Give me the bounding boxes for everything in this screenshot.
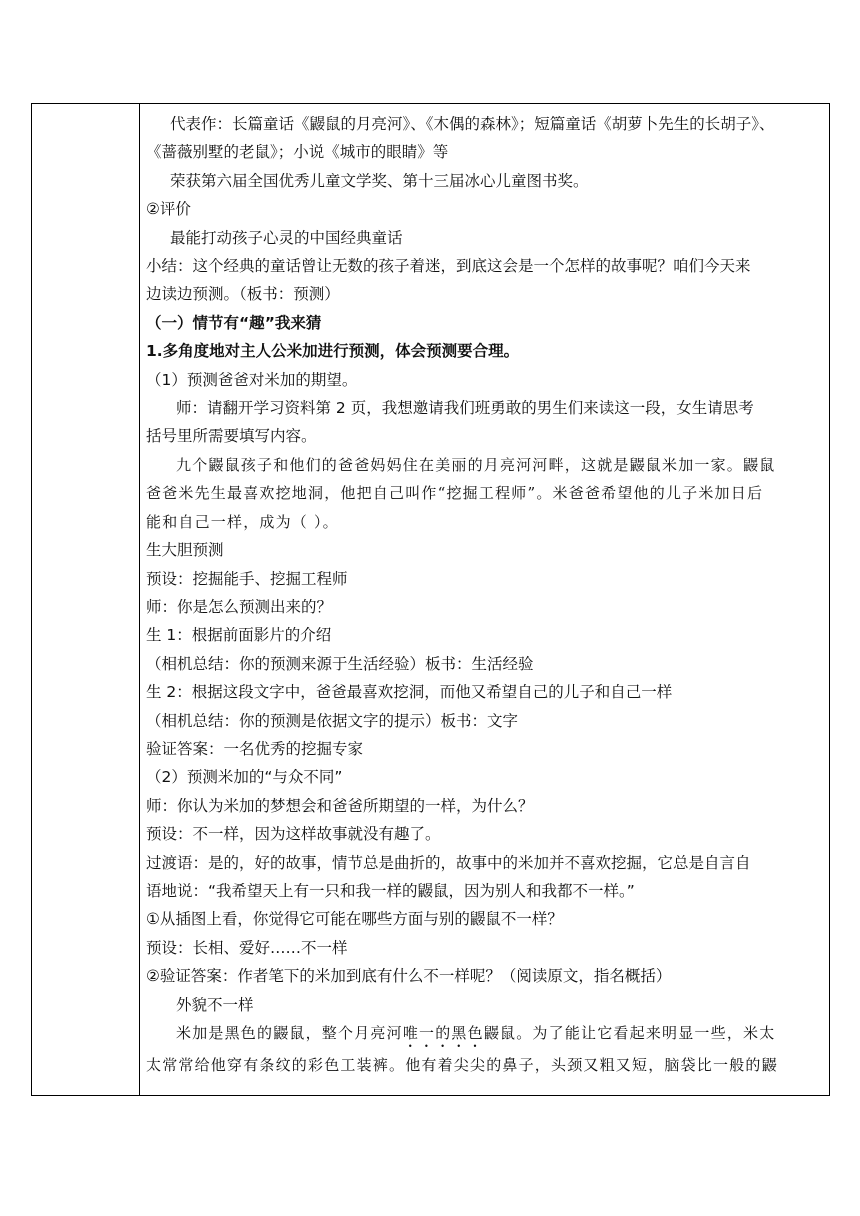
quoted-passage-line — [146, 1019, 826, 1051]
text-line: 师：你认为米加的梦想会和爸爸所期望的一样，为什么？ — [146, 796, 534, 815]
text-line: ①从插图上看，你觉得它可能在哪些方面与别的鼹鼠不一样？ — [146, 910, 563, 929]
quoted-passage-line: 爸爸米先生最喜欢挖地洞，他把自己叫作“挖掘工程师”。米爸爸希望他的儿子米加日后 — [146, 484, 764, 503]
text-line: ②验证答案：作者笔下的米加到底有什么不一样呢？（阅读原文，指名概括） — [146, 967, 672, 986]
column-divider — [139, 104, 140, 1095]
quoted-passage-line: 九个鼹鼠孩子和他们的爸爸妈妈住在美丽的月亮河河畔，这就是鼹鼠米加一家。鼹鼠 — [176, 455, 776, 474]
text-line: 生 1：根据前面影片的介绍 — [146, 626, 332, 645]
text-line: （2）预测米加的“与众不同” — [146, 768, 343, 787]
text-line: 预设：挖掘能手、挖掘工程师 — [146, 569, 348, 588]
text-line: 小结：这个经典的童话曾让无数的孩子着迷，到底这会是一个怎样的故事呢？咱们今天来 — [146, 257, 751, 276]
section-heading: 1.多角度地对主人公米加进行预测，体会预测要合理。 — [146, 342, 520, 361]
text-line: 括号里所需要填写内容。 — [146, 427, 317, 446]
text-line: 边读边预测。（板书：预测） — [146, 285, 340, 304]
text-line: 师：你是怎么预测出来的？ — [146, 597, 333, 616]
passage-segment: 米加是黑色的鼹鼠，整个月亮河 — [176, 1024, 403, 1042]
quoted-passage-line: 太常常给他穿有条纹的彩色工装裤。他有着尖尖的鼻子，头颈又粗又短，脑袋比一般的鼹 — [146, 1056, 778, 1074]
quoted-passage-line: 能和自己一样，成为（ ）。 — [146, 512, 339, 531]
text-line: 验证答案：一名优秀的挖掘专家 — [146, 739, 364, 758]
text-line: 语地说：“我希望天上有一只和我一样的鼹鼠，因为别人和我都不一样。” — [146, 881, 635, 900]
text-line: 荣获第六届全国优秀儿童文学奖、第十三届冰心儿童图书奖。 — [170, 171, 589, 190]
text-line: 外貌不一样 — [176, 995, 254, 1014]
text-line: 生大胆预测 — [146, 541, 224, 560]
text-line: 过渡语：是的，好的故事，情节总是曲折的，故事中的米加并不喜欢挖掘，它总是自言自 — [146, 853, 751, 872]
text-line: 最能打动孩子心灵的中国经典童话 — [170, 228, 403, 247]
text-line: ②评价 — [146, 200, 191, 219]
lesson-plan-table — [31, 103, 830, 1096]
text-line: 生 2：根据这段文字中，爸爸最喜欢挖洞，而他又希望自己的儿子和自己一样 — [146, 683, 673, 702]
section-heading: （一）情节有“趣”我来猜 — [146, 313, 322, 332]
text-line: （相机总结：你的预测来源于生活经验）板书：生活经验 — [146, 654, 534, 673]
text-line: 预设：长相、爱好……不一样 — [146, 938, 348, 957]
text-line: 预设：不一样，因为这样故事就没有趣了。 — [146, 825, 441, 844]
text-line: （1）预测爸爸对米加的期望。 — [146, 370, 358, 389]
emphasized-text: 唯一的黑色 — [402, 1024, 484, 1042]
passage-segment: 鼹鼠。为了能让它看起来明显一些，米太 — [483, 1024, 776, 1042]
text-line: 代表作：长篇童话《鼹鼠的月亮河》、《木偶的森林》；短篇童话《胡萝卜先生的长胡子》、 — [170, 115, 775, 133]
text-line: 《蔷薇别墅的老鼠》；小说《城市的眼睛》等 — [146, 143, 449, 162]
text-line: （相机总结：你的预测是依据文字的提示）板书：文字 — [146, 711, 519, 730]
text-line: 师：请翻开学习资料第 2 页，我想邀请我们班勇敢的男生们来读这一段，女生请思考 — [176, 399, 754, 418]
content-cell — [146, 110, 826, 1079]
